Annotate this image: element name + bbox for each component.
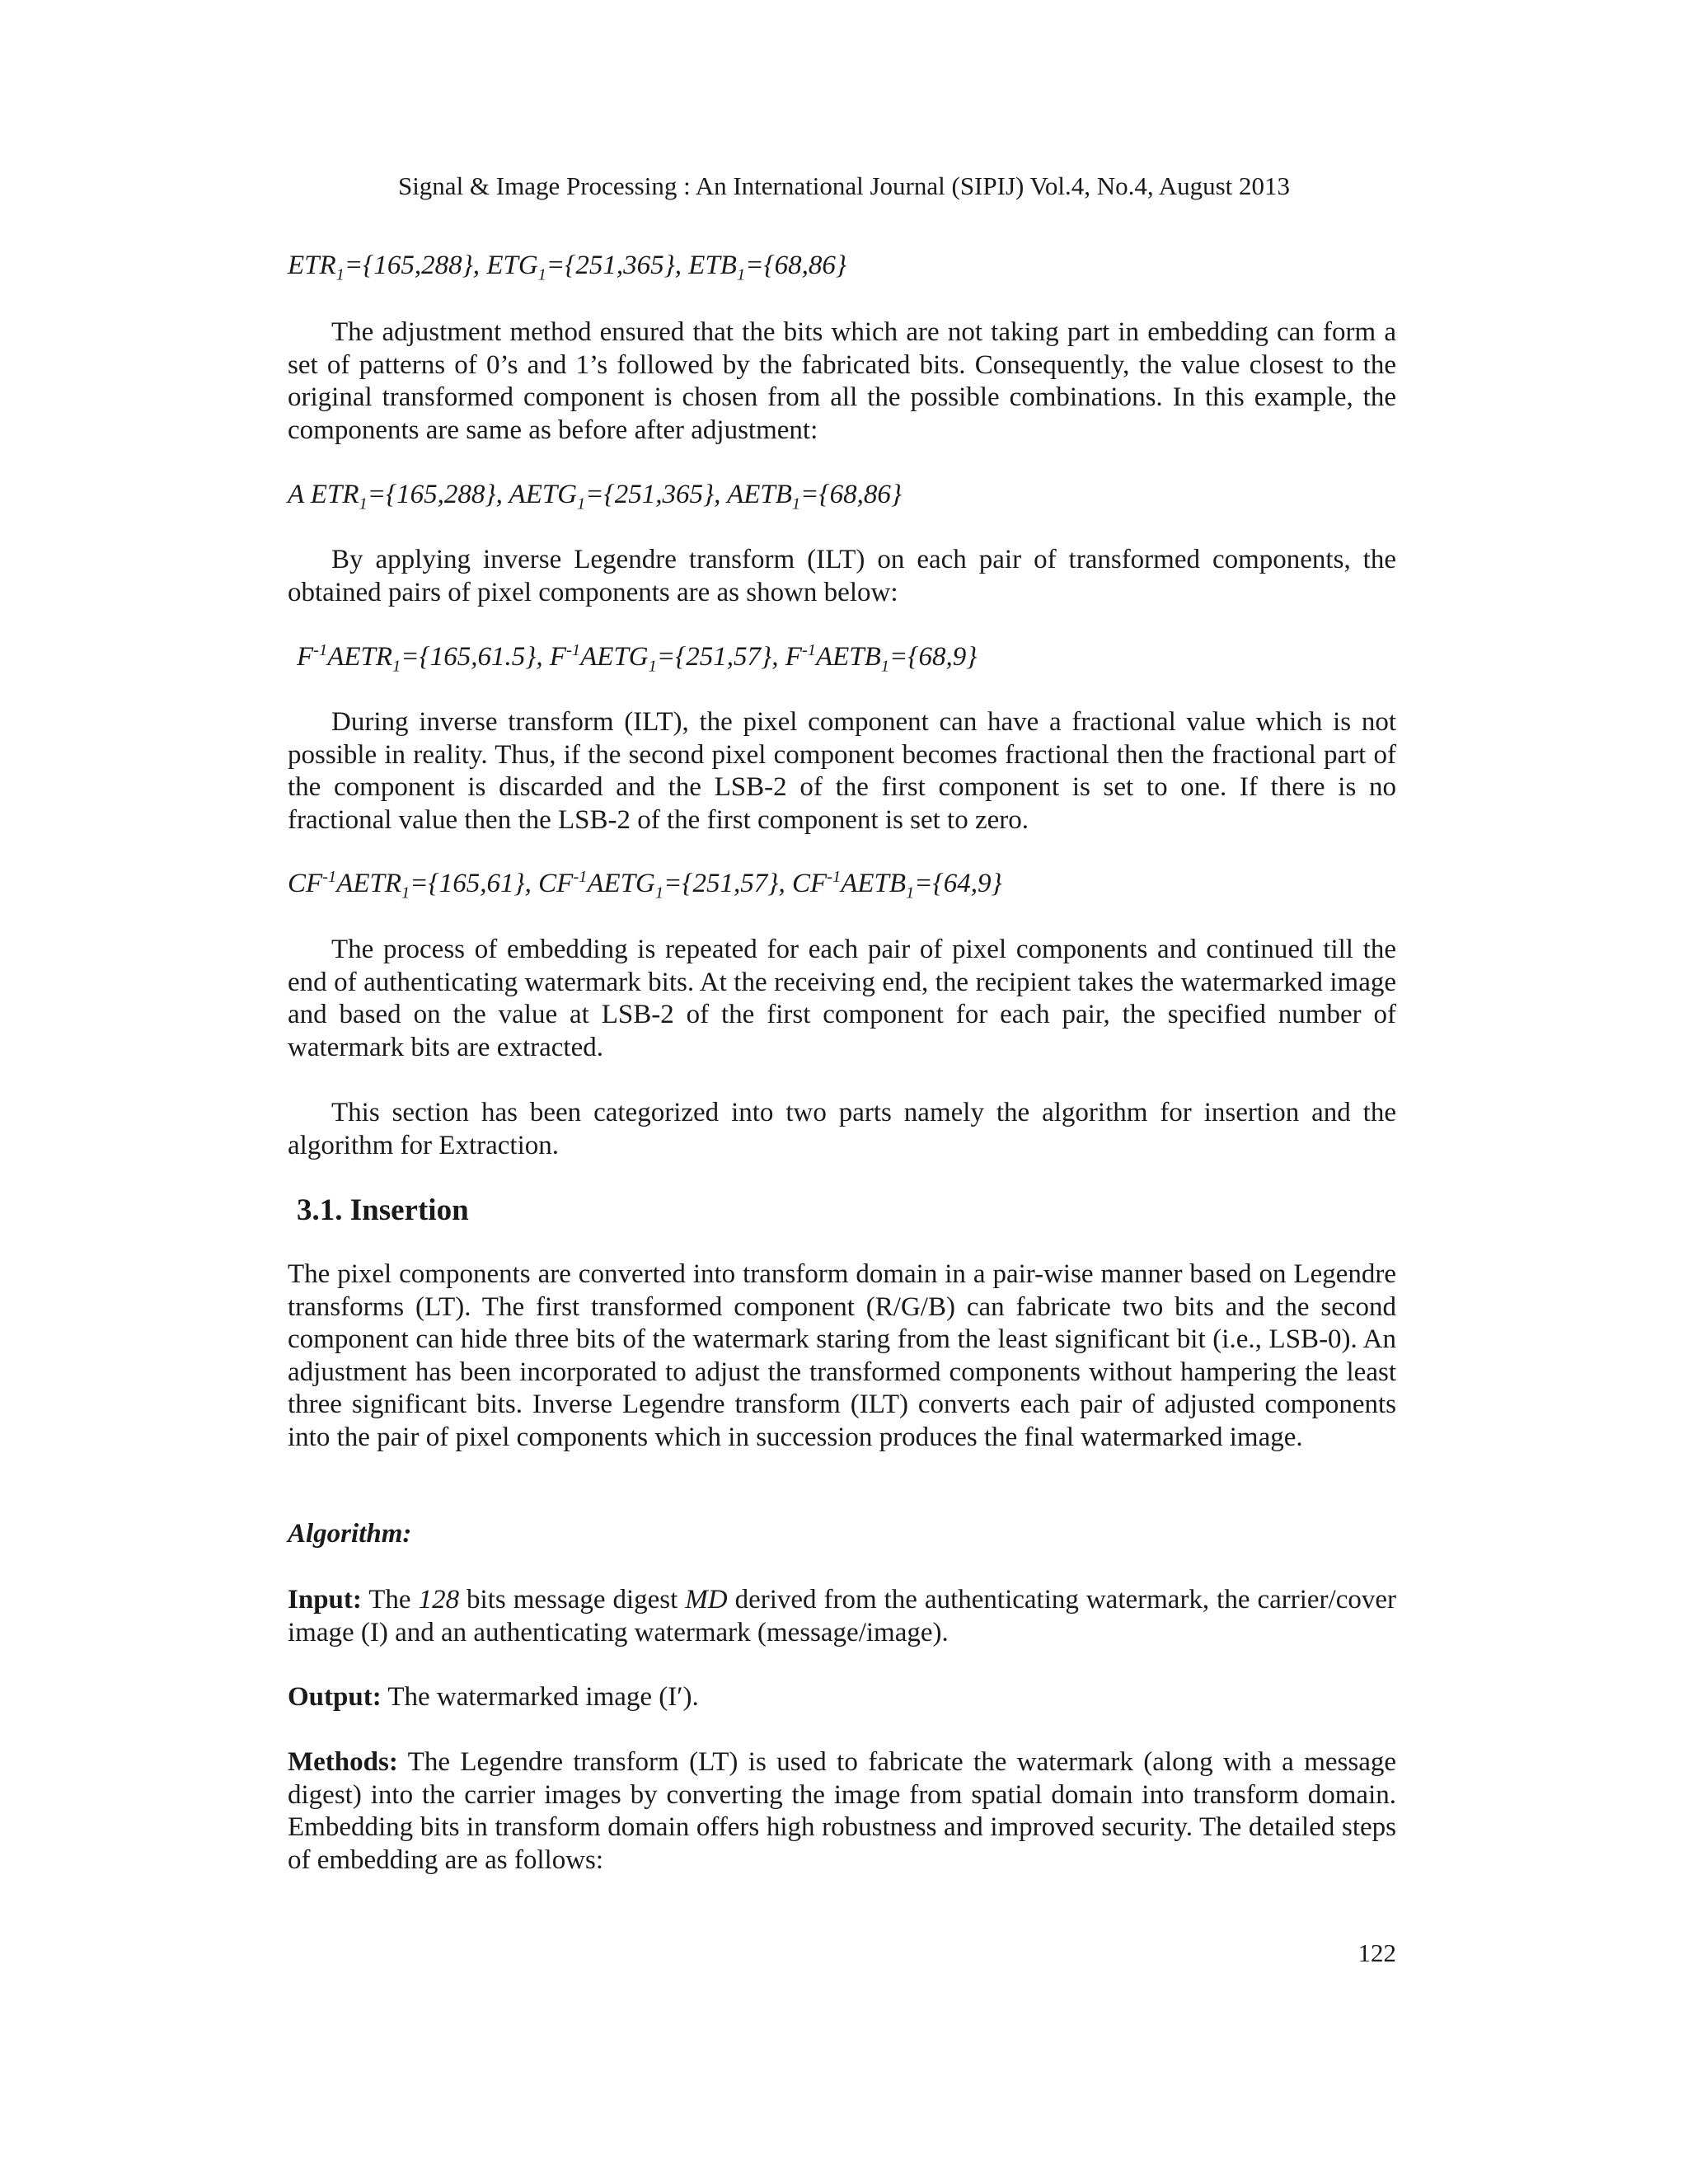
paragraph-adjustment: The adjustment method ensured that the bits which are not taking part in embedding can form a set of patterns of 0’s and 1’s followed by the fabricated bits. Consequently, the value closest to the original transformed component is chosen from all the possible combinations. In this example, the components are same as before after adjustment:: [288, 317, 1396, 445]
paragraph-insertion: The pixel components are converted into transform domain in a pair-wise manner based on Legendre transforms (LT). The first transformed component (R/G/B) can fabricate two bits and the second component can hide three bits of the watermark staring from the least significant bit (i.e., LSB-0). An adjustment has been incorporated to adjust the transformed components without hampering the least three significant bits. Inverse Legendre transform (ILT) converts each pair of adjusted components into the pair of pixel components which in succession produces the final watermarked image.: [288, 1259, 1396, 1452]
equation-aetr: A $ETR_1=\{165,288\}$, $AETG_1=\{251,365\}$, $AETB_1=\{68,86\}$: [288, 480, 903, 513]
page-number: 122: [1357, 1938, 1396, 1967]
running-header: Signal & Image Processing : An International Journal (SIPIJ) Vol.4, No.4, August 2013: [397, 171, 1291, 200]
algorithm-methods: Methods: The Legendre transform (LT) is used to fabricate the watermark (along with a message digest) into the carrier images by converting the image from spatial domain into transform domain. Embedding bits in transform domain offers high robustness and improved security. The detailed steps of embedding are as follows:: [288, 1747, 1396, 1875]
equation-f-inverse: $F^{-1}AETR_1=\{165,61.5\}$, $F^{-1}AETG_1=\{251,57\}$, $F^{-1}AETB_1=\{68,9\}$: [297, 641, 978, 676]
algorithm-heading: Algorithm:: [288, 1519, 412, 1549]
paragraph-process: The process of embedding is repeated for each pair of pixel components and continued till the end of authenticating watermark bits. At the receiving end, the recipient takes the watermarked image and based on the value at LSB-2 of the first component for each pair, the specified number of watermark bits are extracted.: [288, 935, 1396, 1062]
paragraph-categorized: This section has been categorized into two parts namely the algorithm for insertion and the algorithm for Extraction.: [288, 1098, 1396, 1160]
paragraph-inverse-transform: By applying inverse Legendre transform (ILT) on each pair of transformed components, the obtained pairs of pixel components are as shown below:: [288, 545, 1396, 607]
paragraph-fractional: During inverse transform (ILT), the pixel component can have a fractional value which is not possible in reality. Thus, if the second pixel component becomes fractional then the fractional part of the component is discarded and the LSB-2 of the first component is set to one. If there is no fractional value then the LSB-2 of the first component is set to zero.: [288, 707, 1396, 835]
equation-etr: $ETR_1=\{165,288\}$, $ETG_1=\{251,365\}$, $ETB_1=\{68,86\}$: [288, 251, 847, 284]
section-title: 3.1. Insertion: [297, 1193, 469, 1227]
algorithm-input: Input: The 128 bits message digest MD derived from the authenticating watermark, the carrier/cover image (I) and an authenticating watermark (message/image).: [288, 1585, 1396, 1647]
algorithm-output: Output: The watermarked image (I′).: [288, 1682, 699, 1712]
equation-cf-inverse: $CF^{-1}AETR_1=\{165,61\}$, $CF^{-1}AETG_1=\{251,57\}$, $CF^{-1}AETB_1=\{64,9\}$: [288, 868, 1002, 902]
